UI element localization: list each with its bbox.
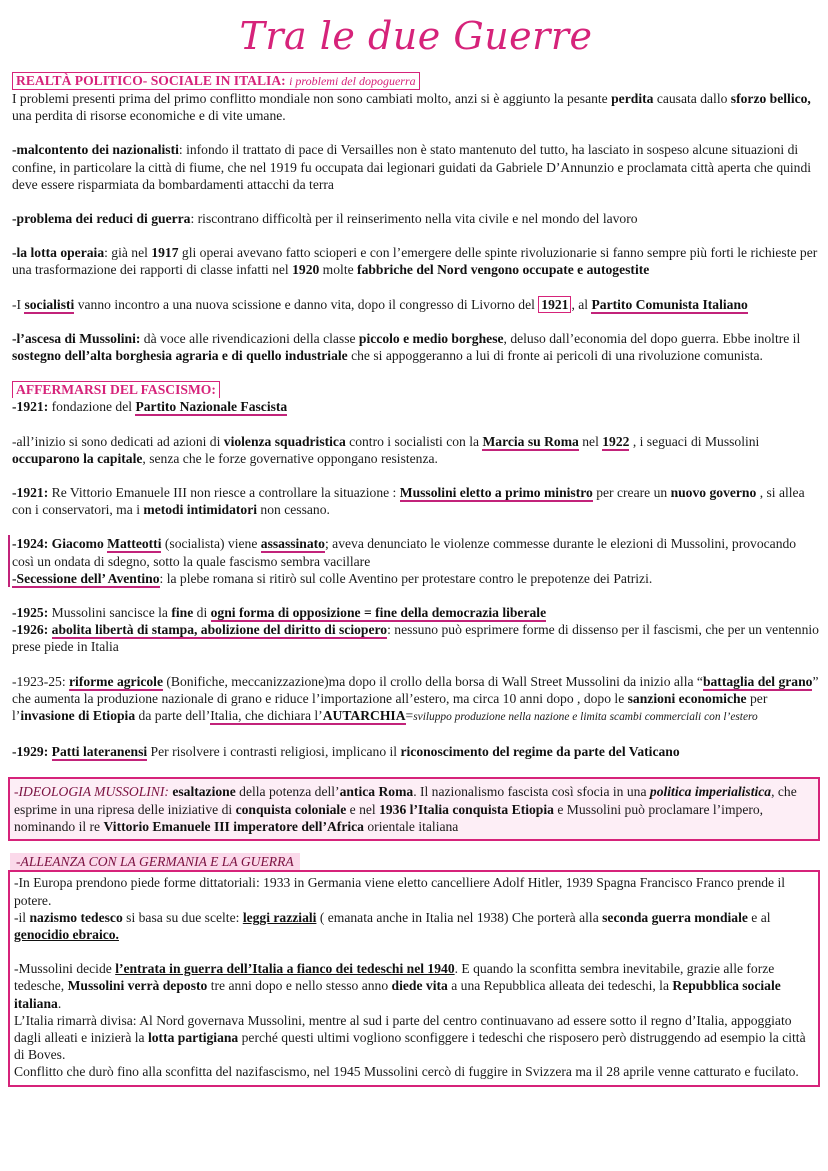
paragraph-entrata-guerra: -Mussolini decide l’entrata in guerra dell’Italia a fianco dei tedeschi nel 1940. E quando la sconfitta sembra inevitabile, grazie alle forze tedesche, Mussolini verrà deposto tre anni dopo e nello stesso anno diede vita a una Repubblica alleata dei tedeschi, la Repubblica sociale italiana. (14, 961, 781, 1011)
section-alleanza (12, 853, 820, 1086)
section-dopoguerra (12, 72, 820, 364)
section-heading-fascismo: AFFERMARSI DEL FASCISMO: (12, 381, 220, 398)
page-title: Tra le due Guerre (239, 14, 593, 58)
paragraph-lotta-operaia: -la lotta operaia: già nel 1917 gli operai avevano fatto scioperi e con l’emergere delle spinte rivoluzionarie si fanno sempre più forti le richieste per una trasformazione dei rapporti di classe infatti nel 1920 molte fabbriche del Nord vengono occupate e autogestite (12, 245, 818, 278)
paragraph-italia-divisa: L’Italia rimarrà divisa: Al Nord governava Mussolini, mentre al sud i parte del centro continuavano ad essere sotto il regno d’Italia, appoggiato dagli alleati e inizierà la lotta partigiana perché questi ultimi vogliono sconfiggere i tedeschi che risposero però distruggendo ad esempio la città di Boves. (14, 1012, 806, 1063)
paragraph-1924-matteotti: -1924: Giacomo Matteotti (socialista) viene assassinato; aveva denunciato le violenze commesse durante le elezioni di Mussolini, provocando così un ondata di sdegno, sotto la quale fascismo sembra vacillare -Secessione dell’ Aventino: la plebe romana si ritirò sul colle Aventino per protestare contro le prepotenze dei Patrizi. (8, 535, 820, 587)
paragraph-reduci: -problema dei reduci di guerra: riscontrano difficoltà per il reinserimento nella vita civile e nel mondo del lavoro (12, 211, 638, 227)
paragraph-1921-re: -1921: Re Vittorio Emanuele III non riesce a controllare la situazione : Mussolini eletto a primo ministro per creare un nuovo governo , si allea con i conservatori, ma i metodi intimidatori non cessano. (12, 485, 805, 518)
paragraph-nazismo: -il nazismo tedesco si basa su due scelte: leggi razziali ( emanata anche in Italia nel 1938) Che porterà alla seconda guerra mondiale e al genocidio ebraico. (14, 909, 771, 942)
paragraph-1921-fondazione: -1921: fondazione del Partito Nazionale Fascista (12, 399, 288, 415)
paragraph-socialisti: -I socialisti vanno incontro a una nuova scissione e danno vita, dopo il congresso di Livorno del 1921 , al Partito Comunista Italiano (12, 296, 748, 312)
paragraph-1926: -1926: abolita libertà di stampa, abolizione del diritto di sciopero: nessuno può esprimere forme di dissenso per il fascismi, che per un ventennio prese piede in Italia (12, 622, 819, 655)
paragraph-intro: I problemi presenti prima del primo conflitto mondiale non sono cambiati molto, anzi si è aggiunto la pesante perdita causata dallo sforzo bellico, una perdita di risorse economiche e di vite umane. (12, 91, 811, 124)
alleanza-heading: -ALLEANZA CON LA GERMANIA E LA GUERRA (10, 853, 300, 870)
document-page (12, 0, 820, 1087)
section-fascismo (12, 381, 820, 760)
paragraph-patti-lateranensi: -1929: Patti lateranensi Per risolvere i contrasti religiosi, implicano il riconoscimento del regime da parte del Vaticano (12, 744, 680, 760)
paragraph-malcontento: -malcontento dei nazionalisti: infondo il trattato di pace di Versailles non è stato mantenuto del tutto, ha lasciato in sospeso alcune situazioni di confine, in particolare la città di fiume, che nel 1919 fu occupata dai legionari guidati da Gabriele D’Annunzio e proclamata città aperta che quindi deve essere risparmiata da bombardamenti attacchi da terra (12, 142, 812, 192)
paragraph-fine-conflitto: Conflitto che durò fino alla sconfitta del nazifascismo, nel 1945 Mussolini cercò di fuggire in Svizzera ma il 28 aprile venne catturato e fucilato. (14, 1064, 799, 1080)
ideologia-label: -IDEOLOGIA MUSSOLINI: (14, 784, 169, 800)
paragraph-dittature: -In Europa prendono piede forme dittatoriali: 1933 in Germania viene eletto cancelliere Adolf Hitler, 1939 Spagna Francisco Franco prende il potere. (14, 875, 786, 908)
alleanza-box (8, 870, 820, 1086)
paragraph-riforme-agricole: -1923-25: riforme agricole (Bonifiche, meccanizzazione)ma dopo il crollo della borsa di Wall Street Mussolini da inizio alla “battaglia del grano” che aumenta la produzione nazionale di grano e riduce l’importazione all’estero, ma circa 10 anni dopo , dopo le sanzioni economiche per l’invasione di Etiopia da parte dell’Italia, che dichiara l’AUTARCHIA=sviluppo produzione nella nazione e limita scambi commerciali con l’estero (12, 673, 819, 724)
ideologia-box: -IDEOLOGIA MUSSOLINI: esaltazione della potenza dell’antica Roma. Il nazionalismo fascista così sfocia in una politica imperialistica, che esprime in una ripresa delle iniziative di conquista coloniale e nel 1936 l’Italia conquista Etiopia e Mussolini può proclamare l’impero, nominando il re Vittorio Emanuele III imperatore dell’Africa orientale italiana (8, 777, 820, 841)
section-heading-realta: REALTÀ POLITICO- SOCIALE IN ITALIA: i problemi del dopoguerra (12, 72, 420, 90)
paragraph-aventino: -Secessione dell’ Aventino: la plebe romana si ritirò sul colle Aventino per protestare contro le prepotenze dei Patrizi. (12, 570, 653, 586)
paragraph-violenza: -all’inizio si sono dedicati ad azioni di violenza squadristica contro i socialisti con la Marcia su Roma nel 1922 , i seguaci di Mussolini occuparono la capitale, senza che le forze governative oppongano resistenza. (12, 433, 760, 466)
paragraph-1925: -1925: Mussolini sancisce la fine di ogni forma di opposizione = fine della democrazia liberale (12, 605, 547, 621)
paragraph-ascesa-mussolini: -l’ascesa di Mussolini: dà voce alle rivendicazioni della classe piccolo e medio borghese, deluso dall’economia del dopo guerra. Ebbe inoltre il sostegno dell’alta borghesia agraria e di quello industriale che si appoggeranno a lui di fronte ai pericoli di una rivoluzione comunista. (12, 330, 801, 364)
